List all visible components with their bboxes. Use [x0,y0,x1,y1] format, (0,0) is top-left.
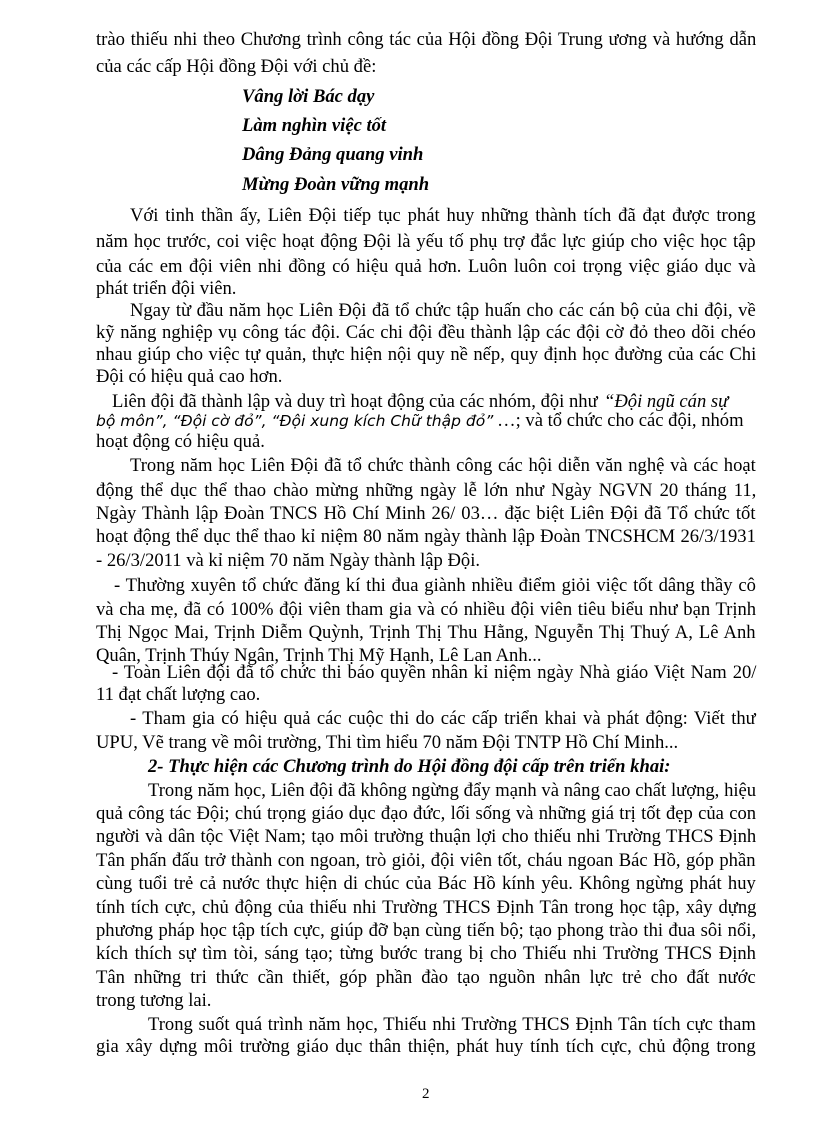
text-line: quả công tác Đội; chú trọng giáo dục đạo đức, lối sống và những giá trị tốt đẹp của con [96,803,757,824]
text-line: Trong suốt quá trình năm học, Thiếu nhi Trường THCS Định Tân tích cực tham [148,1014,756,1035]
text-line: nhau giúp cho việc tự quản, thực hiện nội quy nề nếp, quy định học đường của các Chi [96,344,757,365]
text-line: Tân những tri thức cần thiết, góp phần đào tạo nguồn nhân lực trẻ cho đất nước [96,967,756,988]
motto-line: Mừng Đoàn vững mạnh [242,174,430,195]
text-line: Ngay từ đầu năm học Liên Đội đã tổ chức tập huấn cho các cán bộ của chi đội, về [130,300,756,321]
text-line: Trong năm học, Liên đội đã không ngừng đẩy mạnh và nâng cao chất lượng, hiệu [148,780,757,801]
text-line: trong tương lai. [96,990,212,1011]
text-line: hoạt động thể dục thể thao kỉ niệm 80 năm ngày thành lập Đoàn TNCSHCM 26/3/1931 [96,526,756,547]
text-line: gia xây dựng môi trường giáo dục thân thiện, phát huy tính tích cực, chủ động trong [96,1036,756,1057]
text-line: 11 đạt chất lượng cao. [96,684,261,705]
text-line: kích thích sự tìm tòi, sáng tạo; từng bước trang bị cho Thiếu nhi Trường THCS Định [96,943,756,964]
text-line: và cha mẹ, đã có 100% đội viên tham gia và có nhiều đội viên tiêu biểu như bạn Trịnh [96,599,757,620]
text-line: tính tích cực, chủ động của thiếu nhi Trường THCS Định Tân trong học tập, xây dựng [96,897,757,918]
text-line: cùng tuổi trẻ cả nước thực hiện di chúc của Bác Hồ kính yêu. Không ngừng phát huy [96,873,756,894]
text-line: động thể dục thể thao chào mừng những ngày lễ lớn như Ngày NGVN 20 tháng 11, [96,480,757,501]
text-line: UPU, Vẽ trang về môi trường, Thi tìm hiểu 70 năm Đội TNTP Hồ Chí Minh... [96,732,679,753]
text-line: của các cấp Hội đồng Đội với chủ đề: [96,56,377,77]
text-line: Ngày Thành lập Đoàn TNCS Hồ Chí Minh 26/ 03… đặc biệt Liên Đội đã Tổ chức tốt [96,503,756,524]
text-line: phát triển đội viên. [96,278,237,299]
quoted-team-names: bộ môn”, “Đội cờ đỏ”, “Đội xung kích Chữ thập đỏ” [96,412,494,430]
motto-line: Vâng lời Bác dạy [242,86,375,107]
text-line: người và dân tộc Việt Nam; tạo môi trường thuận lợi cho thiếu nhi Trường THCS Định [96,826,757,847]
section-heading: 2- Thực hiện các Chương trình do Hội đồng đội cấp trên triển khai: [148,756,671,777]
text-line: phương pháp học tập tích cực, giúp đỡ bạn cùng tiến bộ; tạo phong trào thi đua sôi nổi, [96,920,757,941]
text-line: Quân, Trịnh Thúy Ngân, Trịnh Thị Mỹ Hạnh, Lê Lan Anh... [96,645,542,666]
quoted-team-names: “Đội ngũ cán sự [604,391,729,412]
text-line: trào thiếu nhi theo Chương trình công tác của Hội đồng Đội Trung ương và hướng dẫn [96,29,757,50]
page-number: 2 [422,1086,430,1102]
text-line: - 26/3/2011 và kỉ niệm 70 năm Ngày thành lập Đội. [96,550,481,571]
text-line: Liên đội đã thành lập và duy trì hoạt động của các nhóm, đội như [112,391,598,412]
text-line: - Tham gia có hiệu quả các cuộc thi do các cấp triển khai và phát động: Viết thư [130,708,756,729]
text-line: kỹ năng nghiệp vụ công tác đội. Các chi đội đều thành lập các đội cờ đỏ theo dõi chéo [96,322,756,343]
text-line: Với tinh thần ấy, Liên Đội tiếp tục phát huy những thành tích đã đạt được trong [130,205,756,226]
motto-line: Làm nghìn việc tốt [242,115,387,136]
text-line: Đội có hiệu quả cao hơn. [96,366,283,387]
text-line: Trong năm học Liên Đội đã tổ chức thành công các hội diễn văn nghệ và các hoạt [130,455,756,476]
text-line: Thị Ngọc Mai, Trịnh Diễm Quỳnh, Trịnh Thị Thu Hằng, Nguyễn Thị Thuý A, Lê Anh [96,622,756,643]
text-line: - Thường xuyên tổ chức đăng kí thi đua giành nhiều điểm giỏi việc tốt dâng thầy cô [114,575,756,596]
text-line: năm học trước, coi việc hoạt động Đội là yếu tố phụ trợ đắc lực giúp cho việc học tập [96,231,756,252]
text-line: hoạt động có hiệu quả. [96,431,265,452]
text-line: …; và tổ chức cho các đội, nhóm [497,410,744,431]
text-line: Tân phấn đấu trở thành con ngoan, trò giỏi, đội viên tốt, cháu ngoan Bác Hồ, góp phần [96,850,756,871]
text-line: của các em đội viên nhi đồng có hiệu quả hơn. Luôn luôn coi trọng việc giáo dục và [96,256,756,277]
motto-line: Dâng Đảng quang vinh [242,144,424,165]
text-line: - Toàn Liên đội đã tổ chức thi báo quyền nhân kỉ niệm ngày Nhà giáo Việt Nam 20/ [112,662,757,683]
